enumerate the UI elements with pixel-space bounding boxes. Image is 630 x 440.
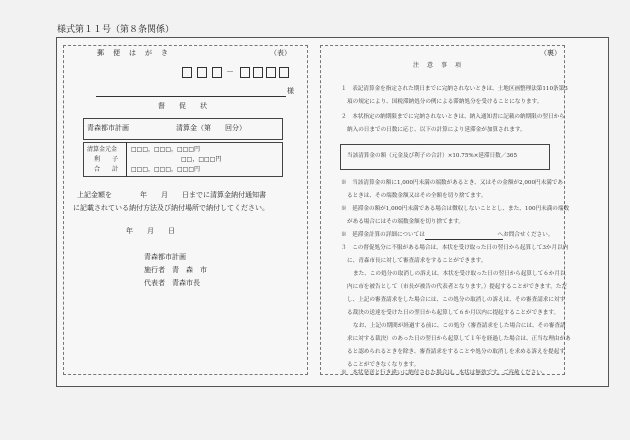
row-value: □□□，□□□，□□□円 bbox=[131, 146, 201, 153]
form-number: 様式第１１号（第８条関係） bbox=[57, 25, 175, 35]
row-label: 清算金元金 bbox=[87, 146, 118, 153]
note-line: ※ 延滞金計算の詳細については へお問合せください。 bbox=[341, 232, 554, 238]
note-line: ※ 本状発送と行き違いに納付された場合は、本状は無効です。ご容赦ください。 bbox=[341, 370, 548, 376]
issuer-line: 施行者 青 森 市 bbox=[144, 266, 207, 274]
issuer-line: 代表者 青森市長 bbox=[144, 279, 200, 287]
row-value: □□，□□□円 bbox=[181, 156, 222, 163]
formula-text: 当該清算金の額（元金及び利子の合計）×10.75%×延滞日数／365 bbox=[347, 153, 518, 159]
contact-blank-underline bbox=[425, 239, 503, 240]
postal-code-box[interactable] bbox=[279, 67, 289, 78]
note-line: ると認められるときを除き、審査請求をすることや処分の取消しを求める訴えを提起す bbox=[347, 349, 565, 355]
body-line: に記載されている納付方法及び納付場所で納付してください。 bbox=[73, 204, 269, 212]
row-value: □□□，□□□，□□□円 bbox=[131, 166, 201, 173]
notice-title: 督 促 状 bbox=[158, 102, 207, 110]
addressee-underline bbox=[96, 96, 286, 97]
postal-code-box[interactable] bbox=[240, 67, 250, 78]
clearance-label: 清算金（第 回分） bbox=[176, 124, 246, 132]
project-name: 青森都市計画 bbox=[87, 124, 129, 132]
note-line: ※ 延滞金の額が1,000円未満である場合は徴収しないこととし、また、100円未満の端数 bbox=[341, 206, 570, 212]
issuer-project: 青森都市計画 bbox=[144, 253, 186, 261]
notes-heading: 注 意 事 項 bbox=[413, 62, 463, 69]
issue-date: 年 月 日 bbox=[126, 227, 175, 235]
note-line: 納入の日までの日数に応じ、以下の計算により延滞金が加算されます。 bbox=[347, 127, 526, 133]
postal-code-box[interactable] bbox=[266, 67, 276, 78]
postal-code-box[interactable] bbox=[212, 67, 222, 78]
note-line: ることができなくなります。 bbox=[347, 362, 420, 368]
postal-code-box[interactable] bbox=[197, 67, 207, 78]
note-line: る裁決の送達を受けた日の翌日から起算して６か月以内に提起することができます。 bbox=[347, 310, 560, 316]
postcard-label: 郵 便 は が き bbox=[97, 49, 169, 57]
note-line: 項の規定により、国税滞納処分の例による滞納処分を受けることになります。 bbox=[347, 99, 543, 105]
note-line: 内に市を被告として（市長が被告の代表者となります。）提起することができます。ただ bbox=[347, 284, 568, 290]
note-line: し、上記の審査請求をした場合には、この処分の取消しの訴えは、その審査請求に対す bbox=[347, 297, 566, 303]
note-line: なお、上記の期間が経過する前に、この処分（審査請求をした場合には、その審査請 bbox=[353, 323, 566, 329]
body-line: 上記金額を 年 月 日までに清算金納付通知書 bbox=[77, 191, 266, 199]
front-side-mark: （表） bbox=[270, 49, 291, 57]
note-line: １ 表記清算金を指定された期日までに完納されないときは、土地区画整理法第110条第3 bbox=[341, 86, 568, 92]
note-line: また、この処分の取消しの訴えは、本状を受け取った日の翌日から起算して６か月以 bbox=[353, 271, 566, 277]
note-line: ３ この督促処分に不服がある場合は、本状を受け取った日の翌日から起算して3か月以内 bbox=[341, 245, 569, 251]
honorific: 様 bbox=[287, 87, 294, 95]
note-line: 求に対する裁決）のあった日の翌日から起算して１年を経過した場合は、正当な理由があ bbox=[347, 336, 571, 342]
amount-table-divider bbox=[126, 142, 127, 177]
postal-code-box[interactable] bbox=[253, 67, 263, 78]
note-line: ※ 当該清算金の額に1,000円未満の端数があるとき、又はその金額が2,000円未満であ bbox=[341, 180, 563, 186]
back-side-mark: （裏） bbox=[540, 49, 561, 57]
row-label: 利 子 bbox=[94, 156, 119, 163]
note-line: がある場合にはその端数金額を切り捨てます。 bbox=[347, 219, 465, 225]
row-label: 合 計 bbox=[94, 166, 119, 173]
postal-code-box[interactable] bbox=[182, 67, 192, 78]
note-line: るときは、その端数金額又はその全額を切り捨てます。 bbox=[347, 193, 487, 199]
postal-dash: － bbox=[226, 67, 234, 76]
note-line: に、青森市長に対して審査請求をすることができます。 bbox=[347, 258, 487, 264]
note-line: ２ 本状指定の納期限までに完納されないときは、納入通知書に記載の納期限の翌日から bbox=[341, 114, 565, 120]
